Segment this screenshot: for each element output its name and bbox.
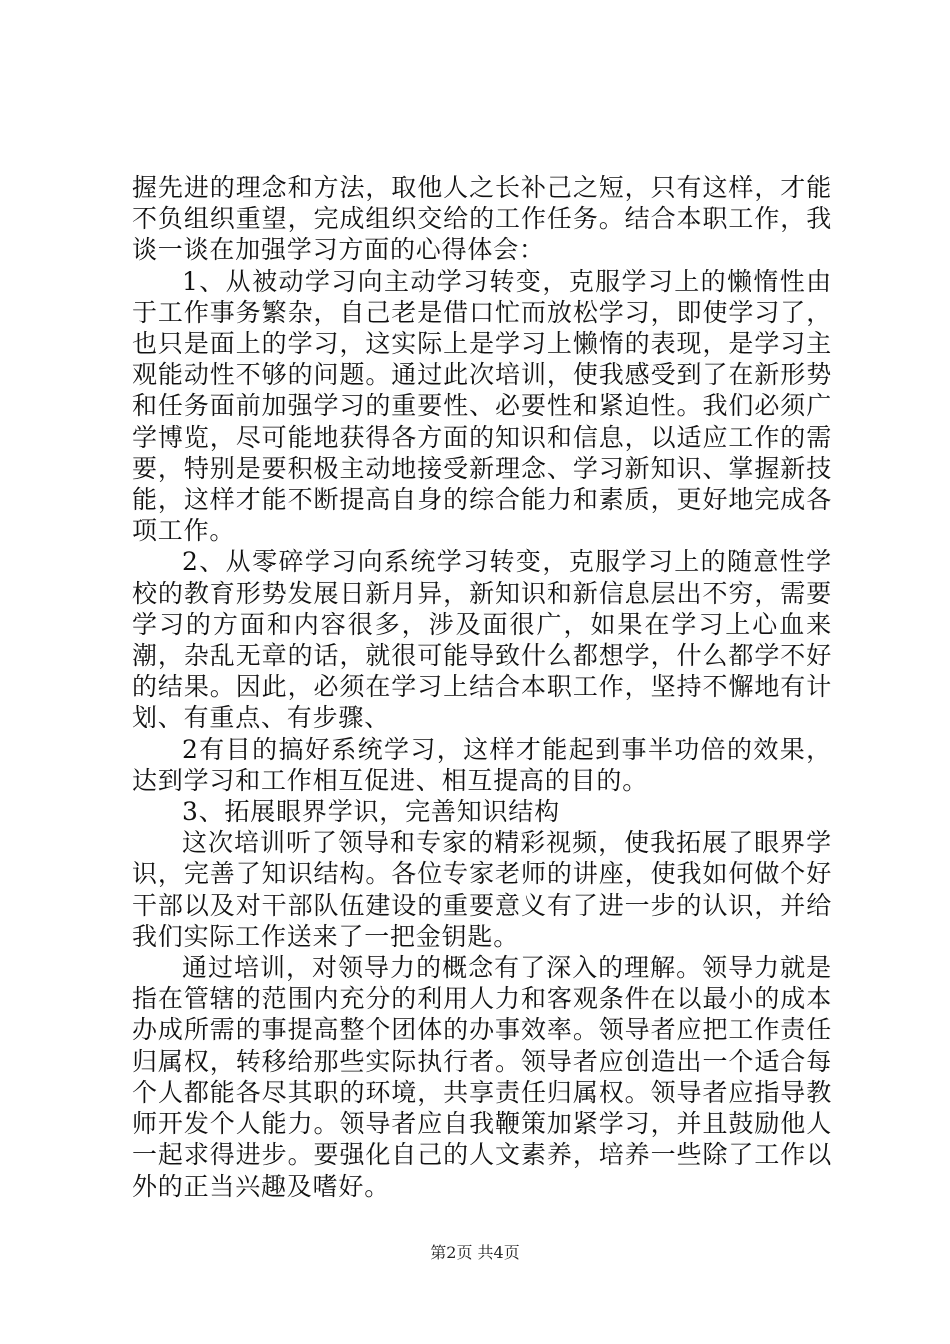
paragraph-point-1: 1、从被动学习向主动学习转变，克服学习上的懒惰性由于工作事务繁杂，自己老是借口忙而放松学习，即使学习了，也只是面上的学习，这实际上是学习上懒惰的表现，是学习主观能动性不够的问题。通过此次培训，使我感受到了在新形势和任务面前加强学习的重要性、必要性和紧迫性。我们必须广学博览，尽可能地获得各方面的知识和信息，以适应工作的需要，特别是要积极主动地接受新理念、学习新知识、掌握新技能，这样才能不断提高自身的综合能力和素质，更好地完成各项工作。 bbox=[132, 266, 832, 546]
document-body bbox=[132, 172, 832, 1202]
paragraph-continuation: 握先进的理念和方法，取他人之长补己之短，只有这样，才能不负组织重望，完成组织交给的工作任务。结合本职工作，我谈一谈在加强学习方面的心得体会： bbox=[132, 173, 832, 265]
page-number-footer: 第2页 共4页 bbox=[430, 1243, 520, 1262]
paragraph-training-video: 这次培训听了领导和专家的精彩视频，使我拓展了眼界学识，完善了知识结构。各位专家老师的讲座，使我如何做个好干部以及对干部队伍建设的重要意义有了进一步的认识，并给我们实际工作送来了一把金钥匙。 bbox=[132, 828, 832, 951]
paragraph-leadership: 通过培训，对领导力的概念有了深入的理解。领导力就是指在管辖的范围内充分的利用人力和客观条件在以最小的成本办成所需的事提高整个团体的办事效率。领导者应把工作责任归属权，转移给那些实际执行者。领导者应创造出一个适合每个人都能各尽其职的环境，共享责任归属权。领导者应指导教师开发个人能力。领导者应自我鞭策加紧学习，并且鼓励他人一起求得进步。要强化自己的人文素养，培养一些除了工作以外的正当兴趣及嗜好。 bbox=[132, 953, 832, 1201]
paragraph-point-3-heading: 3、拓展眼界学识，完善知识结构 bbox=[182, 797, 560, 827]
paragraph-point-2-continued: 2有目的搞好系统学习，这样才能起到事半功倍的效果，达到学习和工作相互促进、相互提高的目的。 bbox=[132, 734, 832, 795]
paragraph-point-2: 2、从零碎学习向系统学习转变，克服学习上的随意性学校的教育形势发展日新月异，新知识和新信息层出不穷，需要学习的方面和内容很多，涉及面很广，如果在学习上心血来潮，杂乱无章的话，就很可能导致什么都想学，什么都学不好的结果。因此，必须在学习上结合本职工作，坚持不懈地有计划、有重点、有步骤、 bbox=[132, 547, 832, 733]
